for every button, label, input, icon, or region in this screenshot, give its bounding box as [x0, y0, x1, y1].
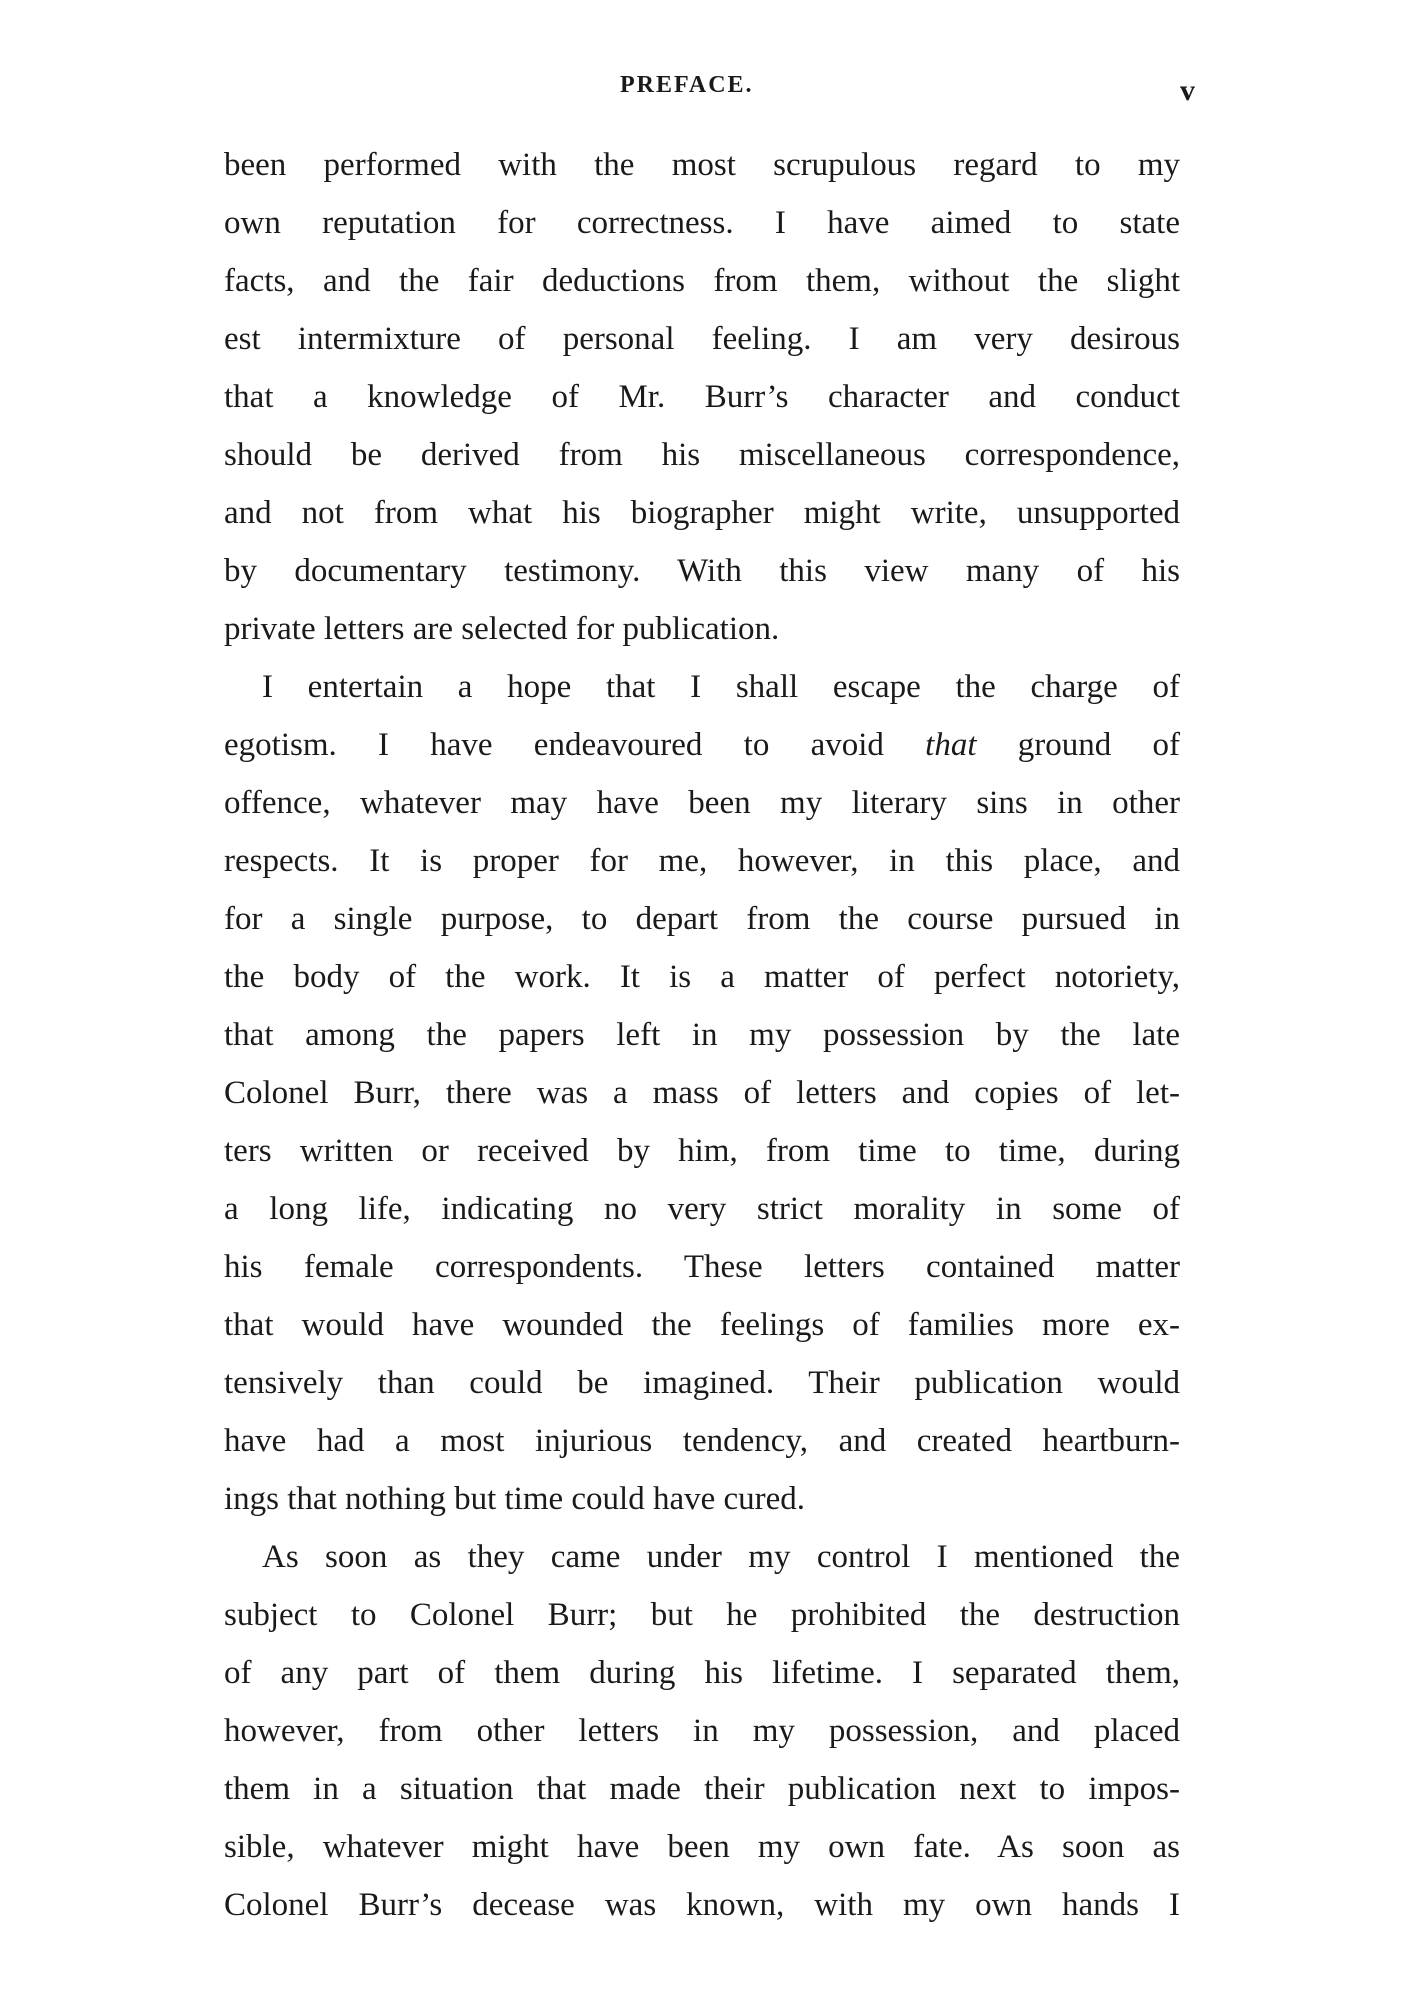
running-head: PREFACE.: [620, 72, 754, 98]
text-line: est intermixture of personal feeling. I am very desirous: [224, 321, 1180, 357]
text-line: own reputation for correctness. I have aimed to state: [224, 205, 1180, 241]
text-line: of any part of them during his lifetime. I separated them,: [224, 1655, 1180, 1691]
text-line: the body of the work. It is a matter of perfect notoriety,: [224, 959, 1180, 995]
text-line: his female correspondents. These letters contained matter: [224, 1249, 1180, 1285]
text-line: and not from what his biographer might write, unsupported: [224, 495, 1180, 531]
text-line: should be derived from his miscellaneous correspondence,: [224, 437, 1180, 473]
text-line: offence, whatever may have been my literary sins in other: [224, 785, 1180, 821]
body-text: [224, 136, 1180, 1934]
emphasized-word: that: [925, 727, 977, 763]
text-line: them in a situation that made their publication next to impos-: [224, 1771, 1180, 1807]
text-line: sible, whatever might have been my own fate. As soon as: [224, 1829, 1180, 1865]
text-line: I entertain a hope that I shall escape the charge of: [262, 669, 1180, 705]
text-line: As soon as they came under my control I mentioned the: [262, 1539, 1180, 1575]
text-line: been performed with the most scrupulous regard to my: [224, 147, 1180, 183]
paragraph-1: [224, 136, 1180, 658]
text-line: ings that nothing but time could have cured.: [224, 1481, 806, 1517]
text-line: have had a most injurious tendency, and created heartburn-: [224, 1423, 1180, 1459]
paragraph-2: [224, 658, 1180, 1528]
text-line: ters written or received by him, from time to time, during: [224, 1133, 1180, 1169]
text-line: however, from other letters in my possession, and placed: [224, 1713, 1180, 1749]
paragraph-3: [224, 1528, 1180, 1934]
text-line: Colonel Burr’s decease was known, with my own hands I: [224, 1887, 1180, 1923]
text-line: respects. It is proper for me, however, in this place, and: [224, 843, 1180, 879]
text-line: tensively than could be imagined. Their publication would: [224, 1365, 1180, 1401]
text-segment: ground of: [1017, 727, 1180, 763]
page-number: v: [1180, 74, 1195, 107]
text-line-with-emphasis: [224, 716, 1180, 774]
text-line: a long life, indicating no very strict morality in some of: [224, 1191, 1180, 1227]
text-segment: egotism. I have endeavoured to avoid: [224, 727, 884, 763]
text-line: subject to Colonel Burr; but he prohibited the destruction: [224, 1597, 1180, 1633]
text-line: for a single purpose, to depart from the course pursued in: [224, 901, 1180, 937]
text-line: facts, and the fair deductions from them, without the slight: [224, 263, 1180, 299]
text-line: private letters are selected for publication.: [224, 611, 780, 647]
text-line: that would have wounded the feelings of families more ex-: [224, 1307, 1180, 1343]
text-line: by documentary testimony. With this view many of his: [224, 553, 1180, 589]
text-line: that among the papers left in my possession by the late: [224, 1017, 1180, 1053]
text-line: Colonel Burr, there was a mass of letters and copies of let-: [224, 1075, 1180, 1111]
text-line: that a knowledge of Mr. Burr’s character and conduct: [224, 379, 1180, 415]
